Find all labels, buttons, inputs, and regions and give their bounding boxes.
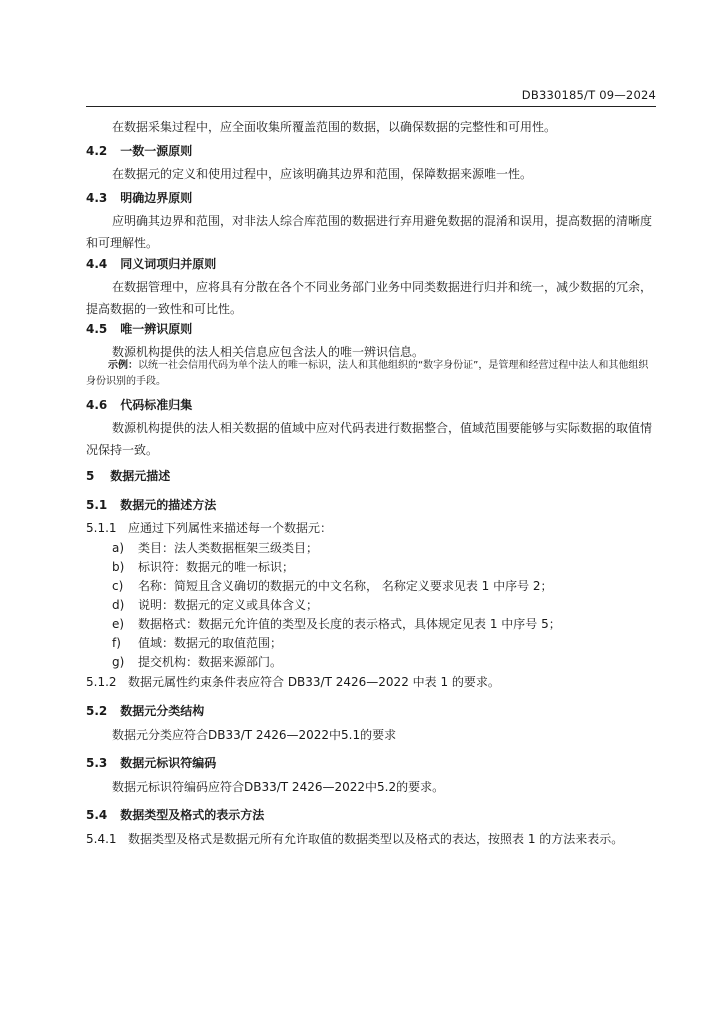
heading-4-4-number: 4.4 (86, 257, 108, 271)
list-item (112, 538, 652, 558)
paragraph-5-2: 数据元分类应符合DB33/T 2426—2022中5.1的要求 (112, 728, 397, 742)
heading-4-6 (86, 394, 656, 416)
list-item (112, 614, 652, 634)
heading-4-3 (86, 187, 656, 209)
list-item-marker: e) (112, 617, 125, 631)
heading-4-5 (86, 318, 656, 340)
paragraph-4-4: 在数据管理中，应将具有分散在各个不同业务部门业务中同类数据进行归并和统一，减少数据的冗余，提高数据的一致性和可比性。 (86, 280, 653, 316)
list-item-text: 名称：简短且含义确切的数据元的中文名称， 名称定义要求见表 1 中序号 2； (138, 579, 553, 593)
heading-4-2-title: 一数一源原则 (120, 144, 193, 158)
clause-5-4-1-text: 数据类型及格式是数据元所有允许取值的数据类型以及格式的表达，按照表 1 的方法来表示。 (128, 832, 624, 846)
heading-4-4 (86, 253, 656, 275)
heading-5-2-number: 5.2 (86, 704, 108, 718)
heading-4-2-number: 4.2 (86, 144, 108, 158)
heading-5-1 (86, 494, 656, 516)
example-note-text: 以统一社会信用代码为单个法人的唯一标识，法人和其他组织的“数字身份证”，是管理和经营过程中法人和其他组织身份识别的手段。 (86, 360, 649, 387)
heading-5-4 (86, 804, 656, 826)
heading-5-3-number: 5.3 (86, 756, 108, 770)
heading-4-6-title: 代码标准归集 (120, 398, 193, 412)
clause-5-1-1-number: 5.1.1 (86, 521, 117, 535)
list-item-marker: c) (112, 579, 124, 593)
header-rule (86, 106, 656, 107)
heading-5-1-title: 数据元的描述方法 (120, 498, 217, 512)
list-item-marker: a) (112, 541, 125, 555)
list-item (112, 595, 652, 615)
example-note-label: 示例： (108, 360, 138, 371)
list-item-text: 提交机构：数据来源部门。 (138, 655, 283, 669)
list-item-text: 值域：数据元的取值范围； (138, 636, 283, 650)
heading-4-5-title: 唯一辨识原则 (120, 322, 193, 336)
list-item-text: 类目：法人类数据框架三级类目； (138, 541, 319, 555)
heading-5-1-number: 5.1 (86, 498, 108, 512)
heading-5-number: 5 (86, 469, 95, 483)
list-item-text: 说明：数据元的定义或具体含义； (138, 598, 319, 612)
paragraph-collect: 在数据采集过程中，应全面收集所覆盖范围的数据，以确保数据的完整性和可用性。 (112, 120, 557, 134)
heading-4-4-title: 同义词项归并原则 (120, 257, 217, 271)
paragraph-4-6: 数源机构提供的法人相关数据的值域中应对代码表进行数据整合，值域范围要能够与实际数据的取值情况保持一致。 (86, 421, 653, 457)
paragraph-4-5: 数源机构提供的法人相关信息应包含法人的唯一辨识信息。 (112, 345, 425, 359)
clause-5-4-1 (86, 829, 658, 849)
heading-4-6-number: 4.6 (86, 398, 108, 412)
clause-5-1-1 (86, 518, 658, 538)
clause-5-1-2 (86, 672, 658, 692)
clause-5-4-1-number: 5.4.1 (86, 832, 117, 846)
heading-5-3 (86, 752, 656, 774)
heading-4-3-title: 明确边界原则 (120, 191, 193, 205)
list-item (112, 652, 652, 672)
heading-4-2 (86, 140, 656, 162)
list-item (112, 557, 652, 577)
paragraph-4-2: 在数据元的定义和使用过程中，应该明确其边界和范围，保障数据来源唯一性。 (112, 167, 533, 181)
heading-5-4-number: 5.4 (86, 808, 108, 822)
heading-5-2-title: 数据元分类结构 (120, 704, 205, 718)
heading-5-3-title: 数据元标识符编码 (120, 756, 217, 770)
heading-4-3-number: 4.3 (86, 191, 108, 205)
heading-5-title: 数据元描述 (110, 469, 171, 483)
list-item (112, 576, 652, 596)
clause-5-1-1-text: 应通过下列属性来描述每一个数据元： (128, 521, 333, 535)
list-item-marker: f) (112, 636, 121, 650)
paragraph-5-3: 数据元标识符编码应符合DB33/T 2426—2022中5.2的要求。 (112, 780, 445, 794)
list-item-marker: g) (112, 655, 125, 669)
list-item (112, 633, 652, 653)
doc-code-header: DB330185/T 09—2024 (521, 88, 656, 102)
list-item-marker: b) (112, 560, 125, 574)
clause-5-1-2-number: 5.1.2 (86, 675, 117, 689)
list-item-marker: d) (112, 598, 125, 612)
heading-5-4-title: 数据类型及格式的表示方法 (120, 808, 265, 822)
heading-5-2 (86, 700, 656, 722)
example-note (86, 358, 656, 390)
heading-5 (86, 465, 656, 487)
list-item-text: 标识符：数据元的唯一标识； (138, 560, 295, 574)
paragraph-4-3: 应明确其边界和范围，对非法人综合库范围的数据进行弃用避免数据的混淆和误用，提高数据的清晰度和可理解性。 (86, 214, 653, 250)
heading-4-5-number: 4.5 (86, 322, 108, 336)
list-item-text: 数据格式：数据元允许值的类型及长度的表示格式，具体规定见表 1 中序号 5； (138, 617, 561, 631)
clause-5-1-2-text: 数据元属性约束条件表应符合 DB33/T 2426—2022 中表 1 的要求。 (128, 675, 500, 689)
